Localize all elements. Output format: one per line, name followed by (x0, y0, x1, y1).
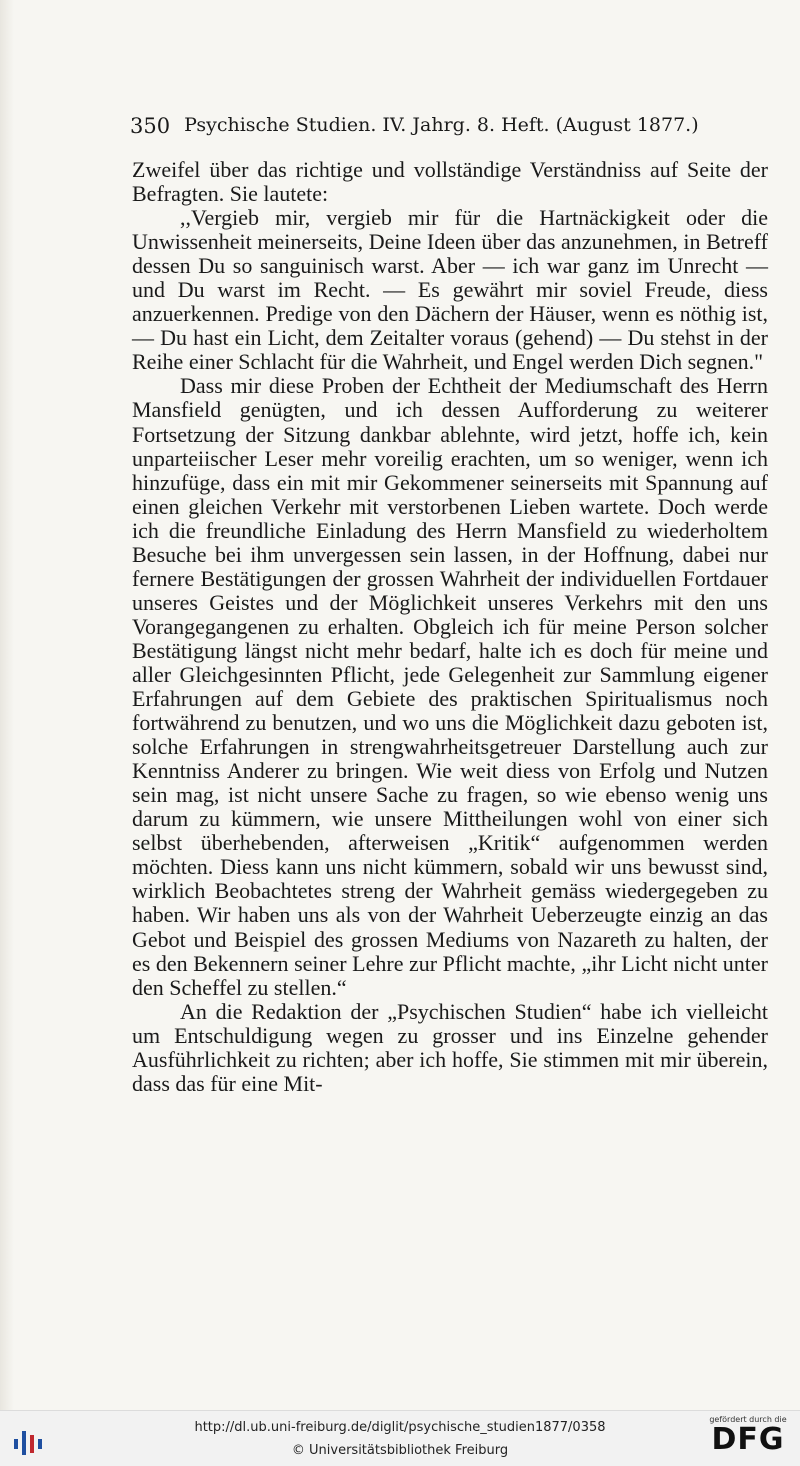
paragraph: Zweifel über das richtige und vollständige Verständniss auf Seite der Befragten. Sie lautete: (132, 157, 768, 207)
journal-title: Psychische Studien. IV. Jahrg. 8. Heft. (August 1877.) (184, 114, 699, 136)
copyright-notice: © Universitätsbibliothek Freiburg (291, 1443, 509, 1458)
dfg-logo (702, 1415, 794, 1456)
running-header (130, 114, 730, 138)
page-number: 350 (130, 114, 171, 138)
dfg-caption: gefördert durch die (709, 1415, 787, 1424)
page-body (132, 158, 768, 1096)
viewer-footer (0, 1410, 800, 1466)
paragraph: ,,Vergieb mir, vergieb mir für die Hartnäckigkeit oder die Unwissenheit meinerseits, Deine Ideen über das anzunehmen, in Betreff dessen Du so sanguinisch warst. Aber — ich war ganz im Unrecht — und Du warst im Recht. — Es gewährt mir soviel Freude, diess anzuerkennen. Predige von den Dächern der Häuser, wenn es nöthig ist, — Du hast ein Licht, dem Zeitalter voraus (gehend) — Du stehst in der Reihe einer Schlacht für die Wahrheit, und Engel werden Dich segnen." (132, 205, 768, 375)
paragraph: An die Redaktion der „Psychischen Studien“ habe ich vielleicht um Entschuldigung wegen zu grosser und ins Einzelne gehender Ausführlichkeit zu richten; aber ich hoffe, Sie stimmen mit mir überein, dass das für eine Mit- (132, 998, 768, 1096)
source-url-link[interactable]: http://dl.ub.uni-freiburg.de/diglit/psychische_studien1877/0358 (194, 1420, 606, 1435)
dfg-logo-text: DFG (711, 1422, 785, 1457)
paragraph: Dass mir diese Proben der Echtheit der Mediumschaft des Herrn Mansfield genügten, und ich dessen Aufforderung zu weiterer Fortsetzung der Sitzung dankbar ablehnte, wird jetzt, hoffe ich, kein unparteiischer Leser mehr voreilig erachten, um so weniger, wenn ich hinzufüge, dass ein mit mir Gekommener seinerseits mit Spannung auf einen gleichen Verkehr mit verstorbenen Lieben wartete. Doch werde ich die freundliche Einladung des Herrn Mansfield zu wiederholtem Besuche bei ihm unvergessen sein lassen, in der Hoffnung, dabei nur fernere Bestätigungen der grossen Wahrheit der individuellen Fortdauer unseres Geistes und der Möglichkeit unseres Verkehrs mit den uns Vorangegangenen zu erhalten. Obgleich ich für meine Person solcher Bestätigung längst nicht mehr bedarf, halte ich es doch für meine und aller Gleichgesinnten Pflicht, jede Gelegenheit zur Sammlung eigener Erfahrungen auf dem Gebiete des praktischen Spiritualismus noch fortwährend zu benutzen, und wo uns die Möglichkeit dazu geboten ist, solche Erfahrungen in strengwahrheitsgetreuer Darstellung auch zur Kenntniss Anderer zu bringen. Wie weit diess von Erfolg und Nutzen sein mag, ist nicht unsere Sache zu fragen, so wie ebenso wenig uns darum zu kümmern, wie unsere Mittheilungen wohl von einer sich selbst überhebenden, afterweisen „Kritik“ aufgenommen werden möchten. Diess kann uns nicht kümmern, sobald wir uns bewusst sind, wirklich Beobachtetes streng der Wahrheit gemäss wiedergegeben zu haben. Wir haben uns als von der Wahrheit Ueberzeugte einzig an das Gebot und Beispiel des grossen Mediums von Nazareth zu halten, der es den Bekennern seiner Lehre zur Pflicht machte, „ihr Licht nicht unter den Scheffel zu stellen.“ (132, 373, 768, 1000)
page-binding-edge (0, 0, 14, 1410)
